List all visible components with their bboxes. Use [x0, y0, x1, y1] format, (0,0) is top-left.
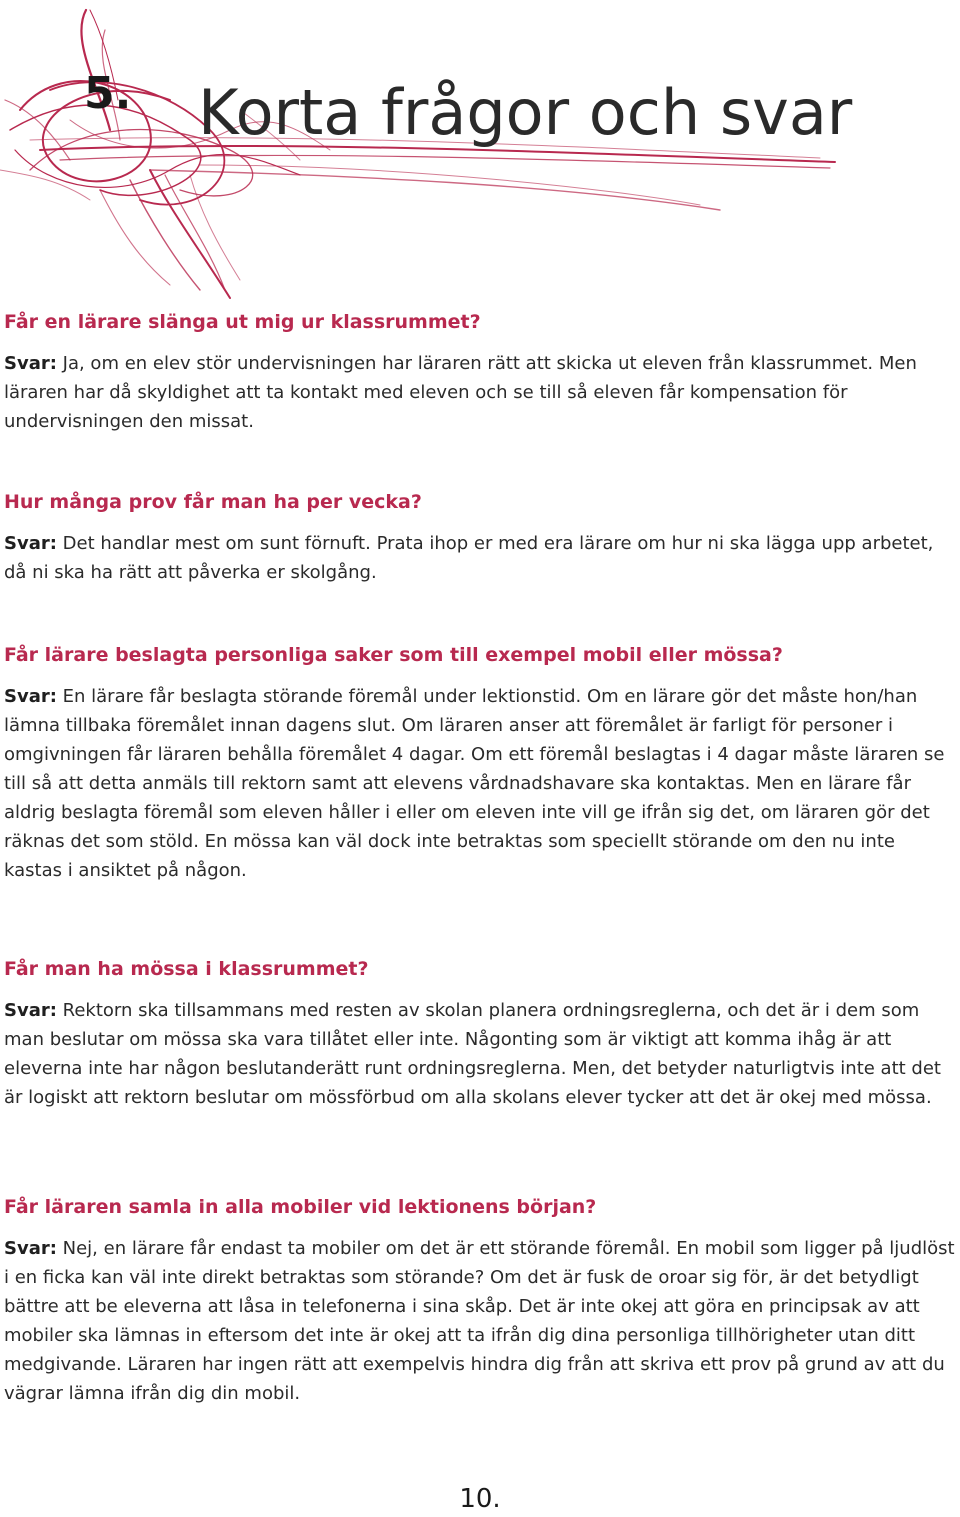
qa-item-3	[4, 642, 956, 885]
qa-item-2	[4, 489, 956, 587]
question-heading: Får man ha mössa i klassrummet?	[4, 958, 369, 980]
answer-text: Nej, en lärare får endast ta mobiler om det är ett störande föremål. En mobil som ligger på ljudlöst i en ficka kan väl inte direkt betraktas som störande? Om det är fusk de oroar sig för, är det betydligt bättre att be eleverna att låsa in telefonerna i sina skåp. Det är inte okej att göra en principsak av att mobiler ska lämnas in eftersom det inte är okej att ta ifrån dig dina personliga tillhörigheter utan ditt medgivande. Läraren har ingen rätt att exempelvis hindra dig från att skriva ett prov på grund av att du vägrar lämna ifrån dig din mobil.	[4, 1238, 955, 1404]
answer-text: Det handlar mest om sunt förnuft. Prata ihop er med era lärare om hur ni ska lägga upp arbetet, då ni ska ha rätt att påverka er skolgång.	[4, 533, 934, 583]
decorative-scribble-ornament	[0, 0, 860, 300]
answer-text: En lärare får beslagta störande föremål under lektionstid. Om en lärare gör det måste hon/han lämna tillbaka föremålet innan dagens slut. Om läraren anser att föremålet är farligt för personer i omgivningen får läraren behålla föremålet 4 dagar. Om ett föremål beslagtas i 4 dagar måste läraren se till så att detta anmäls till rektorn samt att elevens vårdnadshavare ska kontaktas. Men en lärare får aldrig beslagta föremål som eleven håller i eller om eleven inte vill ge ifrån sig det, om läraren gör det räknas det som stöld. En mössa kan väl dock inte betraktas som speciellt störande om den nu inte kastas i ansiktet på någon.	[4, 686, 945, 881]
page-title: Korta frågor och svar	[198, 76, 853, 149]
chapter-header	[0, 0, 960, 300]
question-heading: Får lärare beslagta personliga saker som till exempel mobil eller mössa?	[4, 644, 783, 666]
answer-label: Svar:	[4, 1238, 57, 1259]
qa-item-1	[4, 309, 956, 436]
answer-label: Svar:	[4, 686, 57, 707]
answer-paragraph	[4, 1234, 956, 1408]
answer-label: Svar:	[4, 1000, 57, 1021]
question-heading: Får en lärare slänga ut mig ur klassrummet?	[4, 311, 481, 333]
answer-paragraph	[4, 529, 956, 587]
answer-paragraph	[4, 682, 956, 885]
question-heading: Får läraren samla in alla mobiler vid lektionens början?	[4, 1196, 597, 1218]
answer-text: Rektorn ska tillsammans med resten av skolan planera ordningsreglerna, och det är i dem som man beslutar om mössa ska vara tillåtet eller inte. Någonting som är viktigt att komma ihåg är att eleverna inte har någon beslutanderätt runt ordningsreglerna. Men, det betyder naturligtvis inte att det är logiskt att rektorn beslutar om mössförbud om alla skolans elever tycker att det är okej med mössa.	[4, 1000, 941, 1108]
question-heading: Hur många prov får man ha per vecka?	[4, 491, 422, 513]
page-number: 10.	[459, 1484, 501, 1514]
qa-item-5	[4, 1194, 956, 1408]
answer-label: Svar:	[4, 533, 57, 554]
qa-item-4	[4, 956, 956, 1112]
answer-text: Ja, om en elev stör undervisningen har läraren rätt att skicka ut eleven från klassrummet. Men läraren har då skyldighet att ta kontakt med eleven och se till så eleven får kompensation för undervisningen den missat.	[4, 353, 917, 432]
chapter-number: 5.	[84, 68, 132, 119]
answer-label: Svar:	[4, 353, 57, 374]
answer-paragraph	[4, 349, 956, 436]
answer-paragraph	[4, 996, 956, 1112]
